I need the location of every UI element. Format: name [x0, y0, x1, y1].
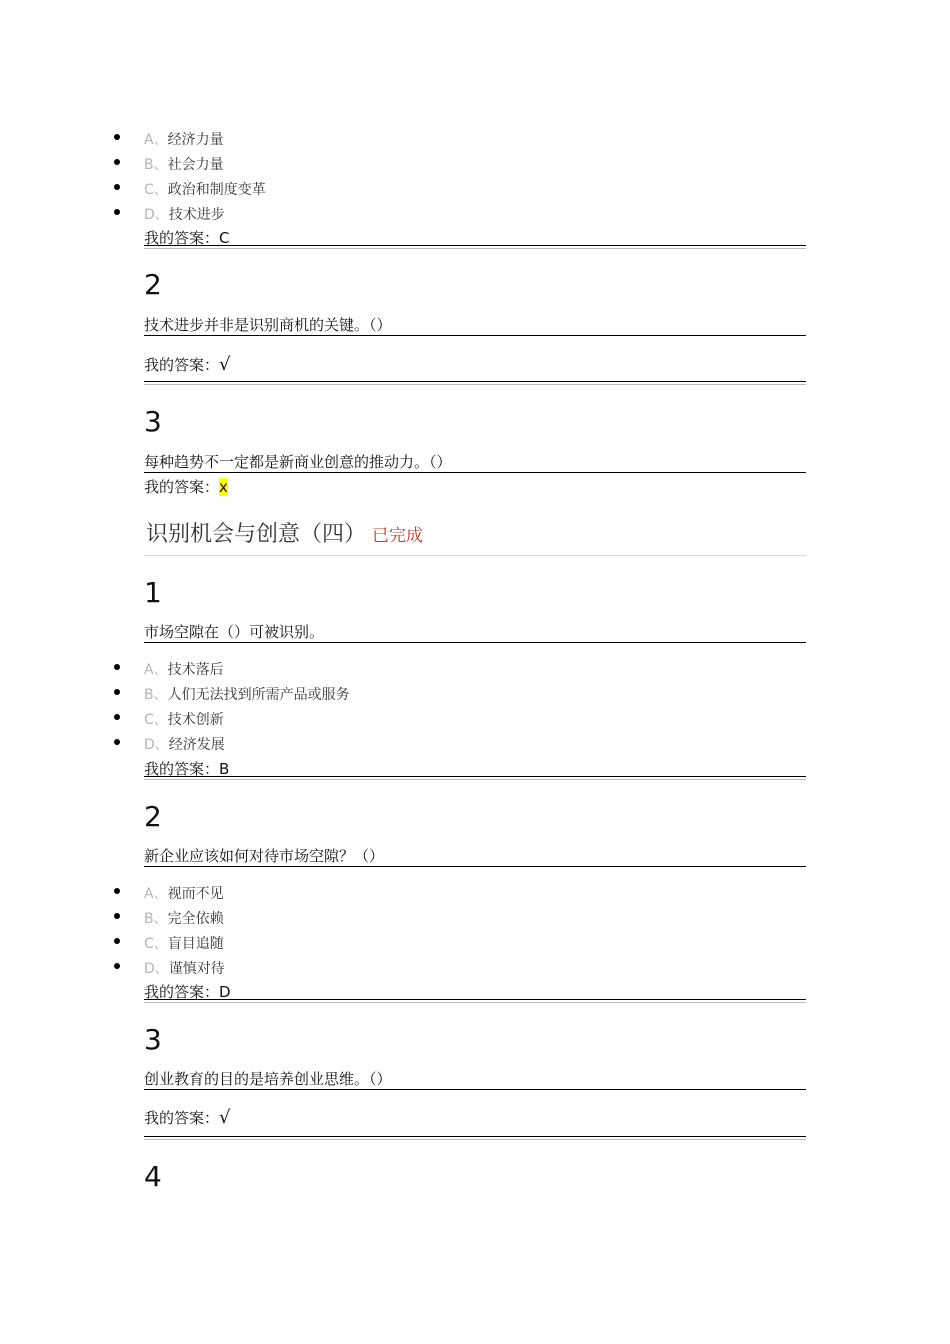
my-answer: 我的答案：D	[144, 983, 231, 1001]
question-number: 1	[144, 576, 162, 609]
question-text: 新企业应该如何对待市场空隙？（）	[144, 847, 385, 865]
question-text: 每种趋势不一定都是新商业创意的推动力。（）	[144, 453, 452, 471]
option-c: C、盲目追随	[144, 936, 224, 952]
question-text: 技术进步并非是识别商机的关键。（）	[144, 316, 392, 334]
question-number: 3	[144, 1023, 162, 1056]
option-c: C、技术创新	[144, 712, 224, 728]
bullet-icon	[114, 664, 120, 670]
status-badge: 已完成	[372, 526, 424, 546]
bullet-icon	[114, 913, 120, 919]
my-answer: 我的答案：√	[144, 354, 231, 375]
bullet-icon	[114, 888, 120, 894]
my-answer: 我的答案：C	[144, 229, 230, 247]
question-text: 市场空隙在（）可被识别。	[144, 623, 325, 641]
my-answer: 我的答案：B	[144, 760, 230, 778]
option-c: C、政治和制度变革	[144, 182, 266, 198]
divider	[144, 866, 806, 867]
question-number: 4	[144, 1160, 162, 1193]
bullet-icon	[114, 134, 120, 140]
section-title: 识别机会与创意（四） 已完成	[146, 522, 424, 547]
option-a: A、视而不见	[144, 886, 224, 902]
divider	[144, 381, 806, 385]
divider	[144, 642, 806, 643]
bullet-icon	[114, 159, 120, 165]
question-number: 3	[144, 405, 162, 438]
question-number: 2	[144, 268, 162, 301]
option-b: B、人们无法找到所需产品或服务	[144, 687, 350, 703]
option-d: D、技术进步	[144, 207, 225, 223]
bullet-icon	[114, 963, 120, 969]
answer-highlight: x	[219, 478, 228, 496]
divider	[144, 245, 806, 249]
divider	[144, 1089, 806, 1090]
section-divider	[144, 555, 806, 556]
option-b: B、完全依赖	[144, 911, 224, 927]
divider	[144, 1136, 806, 1140]
option-d: D、经济发展	[144, 737, 225, 753]
divider	[144, 776, 806, 780]
bullet-icon	[114, 184, 120, 190]
bullet-icon	[114, 209, 120, 215]
option-a: A、经济力量	[144, 132, 224, 148]
question-number: 2	[144, 800, 162, 833]
divider	[144, 472, 806, 473]
bullet-icon	[114, 689, 120, 695]
option-b: B、社会力量	[144, 157, 224, 173]
my-answer: 我的答案：x	[144, 478, 228, 496]
option-a: A、技术落后	[144, 662, 224, 678]
option-d: D、谨慎对待	[144, 961, 225, 977]
question-text: 创业教育的目的是培养创业思维。（）	[144, 1070, 392, 1088]
bullet-icon	[114, 739, 120, 745]
bullet-icon	[114, 938, 120, 944]
my-answer: 我的答案：√	[144, 1107, 231, 1128]
divider	[144, 335, 806, 336]
divider	[144, 999, 806, 1003]
bullet-icon	[114, 714, 120, 720]
